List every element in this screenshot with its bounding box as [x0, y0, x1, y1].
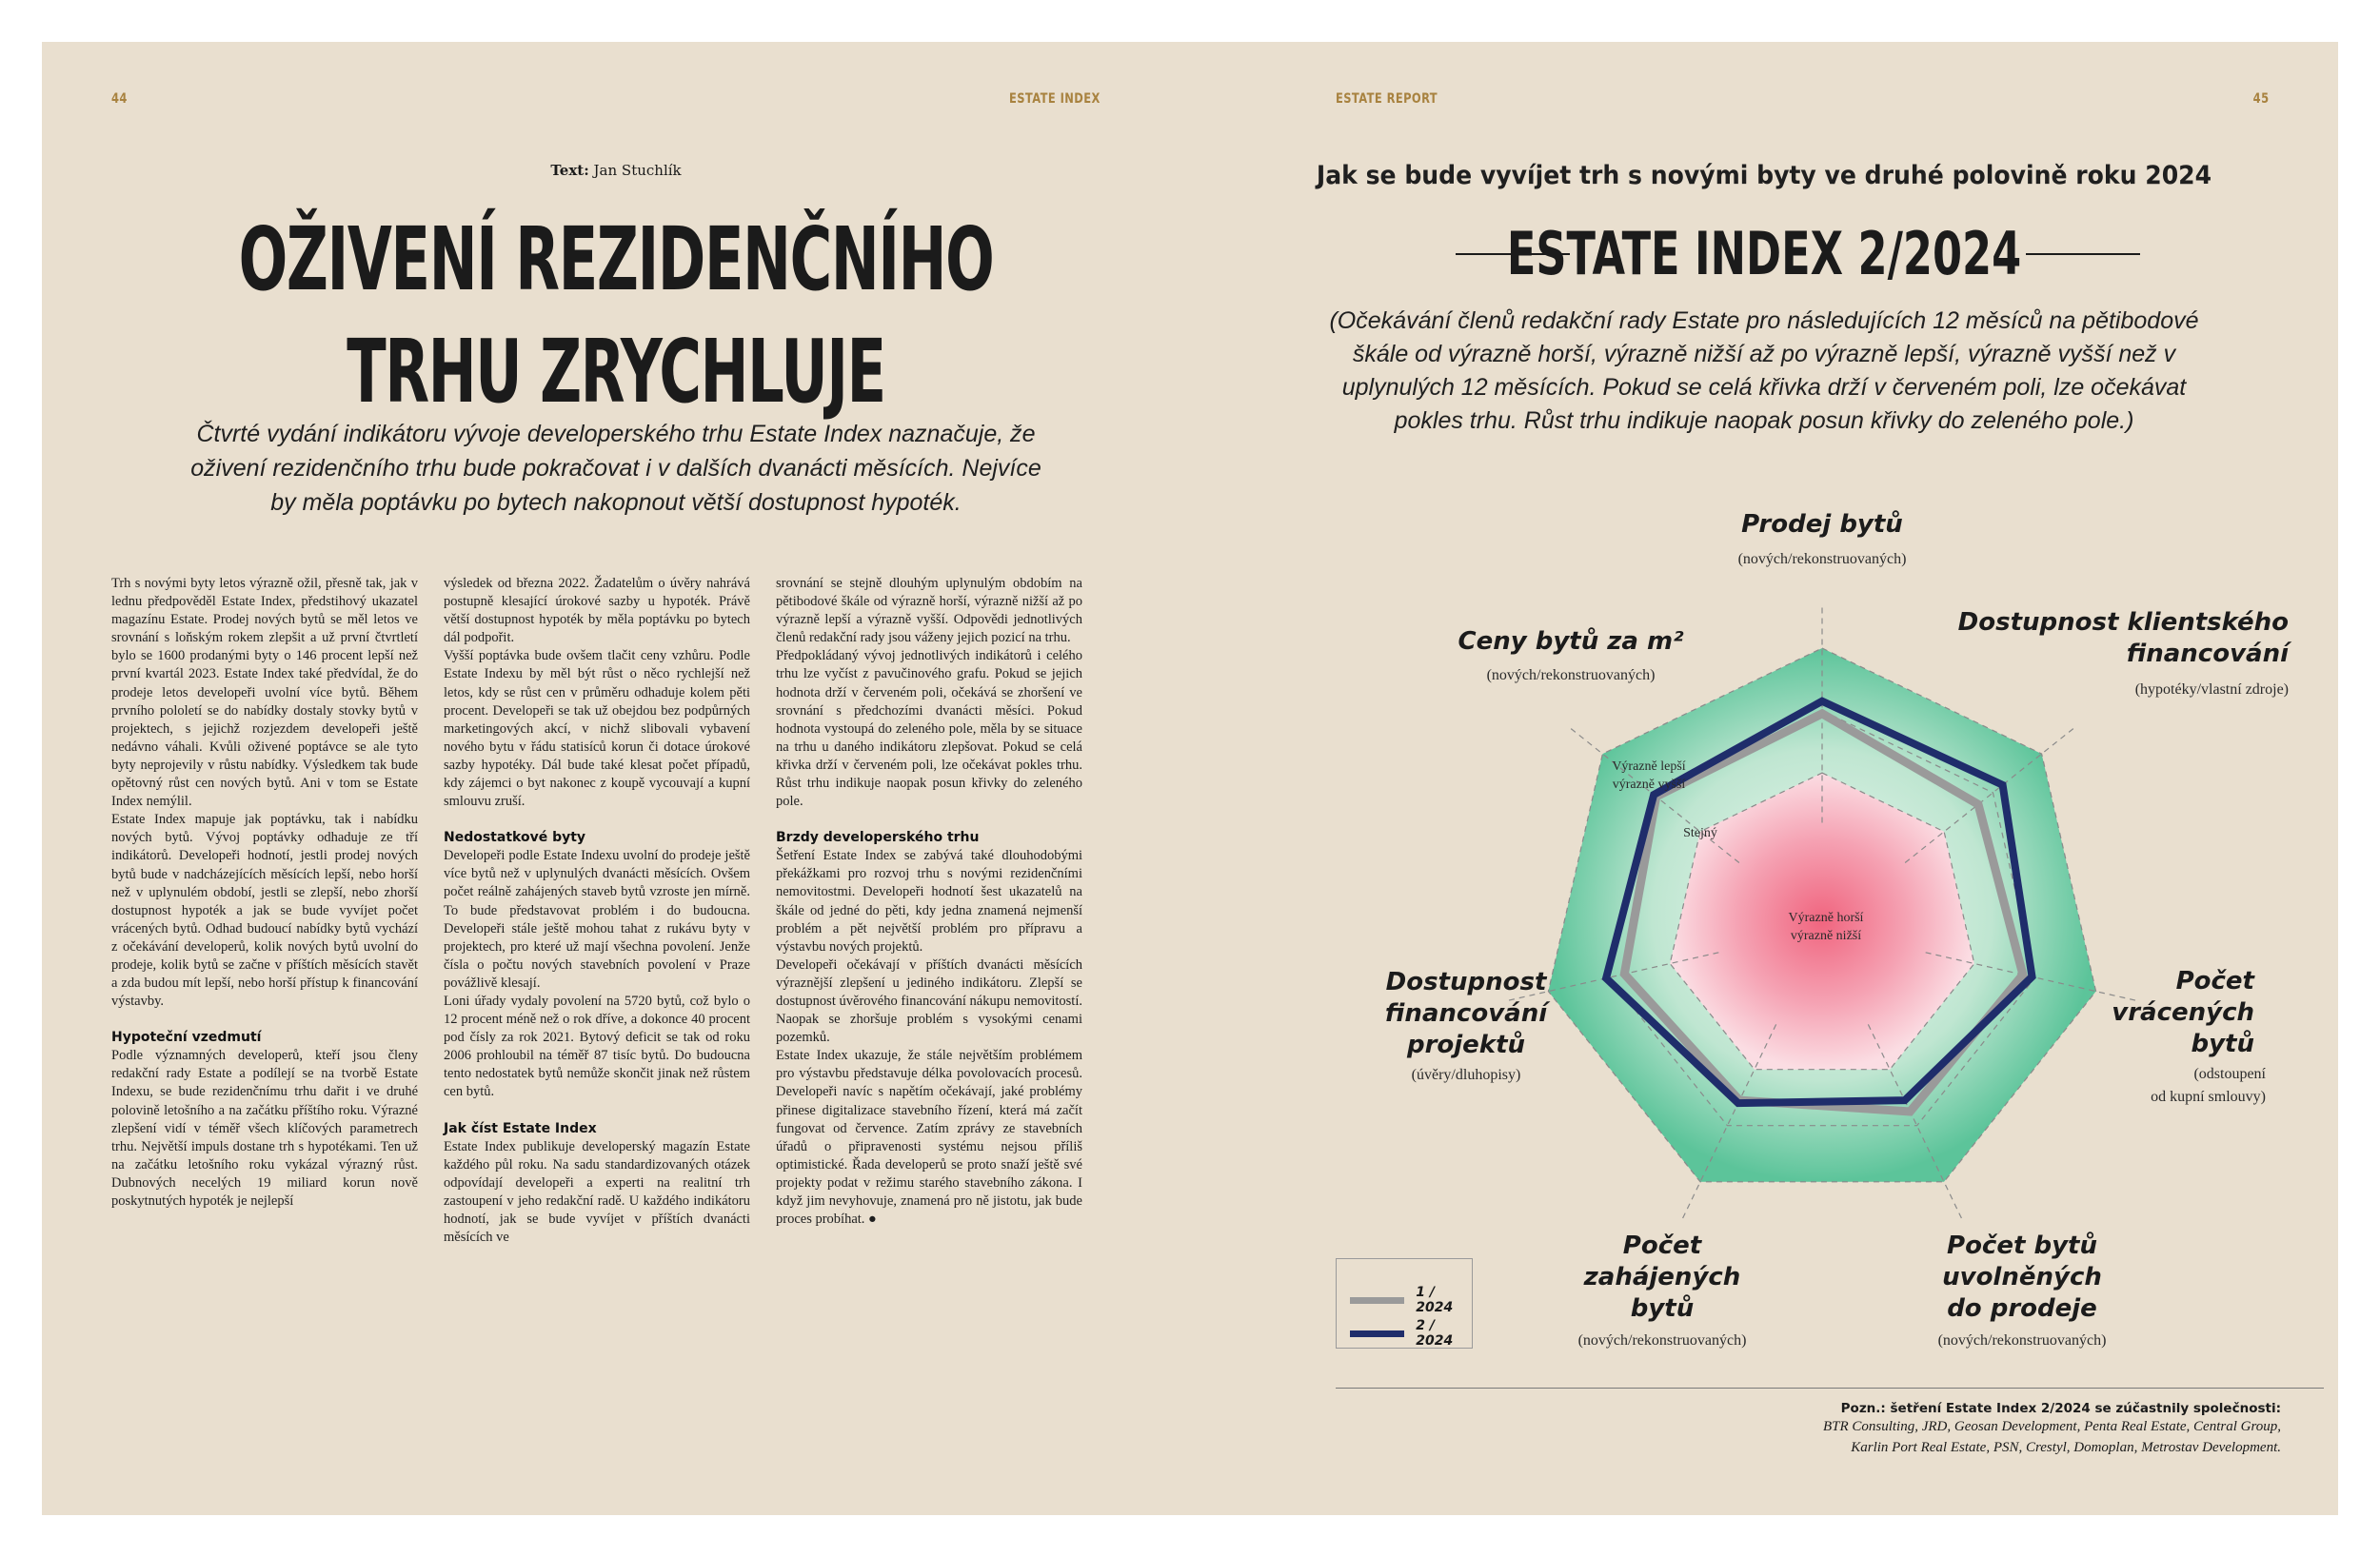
paragraph-text: Estate Index ukazuje, že stále největším problémem pro výstavbu představuje délka povolovacích procesů. Developeři navíc s napětím očekávají, jaké problémy přinese digitalizace stavebního řízení, která má začít fungovat od července. Zatím zprávy ze stavebních úřadů o připravenosti systému nejsou příliš optimistické. Řada developerů se proto snaží ještě své projekty podat v režimu starého stavebního zákona. I když jim nevyhovuje, znamená pro ně jistotu, jak bude proces probíhat.	[776, 1048, 1082, 1228]
axis-title: Počet	[2175, 967, 2254, 995]
footnote-rule	[1336, 1388, 2324, 1389]
axis-title: bytů	[1630, 1294, 1695, 1323]
legend-swatch	[1350, 1330, 1404, 1337]
legend-label: 2 / 2024	[1416, 1318, 1454, 1349]
paragraph: srovnání se stejně dlouhým uplynulým obdobím na pětibodové škále od výrazně horší, výrazně nižší až po výrazně lepší a výrazně vyšší. Odpovědi jednotlivých členů redakční rady jsou váženy jejich pozicí na trhu.	[776, 576, 1082, 646]
axis-subtitle: (nových/rekonstruovaných)	[1577, 1332, 1747, 1349]
axis-title: projektů	[1406, 1031, 1526, 1059]
paragraph: Estate Index publikuje developerský magazín Estate každého půl roku. Na sadu standardizovaných otázek odpovídají developeři a experti na realitní trh zastoupení v jeho redakční radě. U každého indikátoru hodnotí, jak se bude vyvíjet v příštích dvanácti měsících ve	[444, 1138, 750, 1245]
legend-swatch	[1350, 1297, 1404, 1304]
index-title: ESTATE INDEX 2/2024	[1506, 219, 2022, 288]
paragraph: Trh s novými byty letos výrazně ožil, přesně tak, jak v lednu předpověděl Estate Index, předstihový ukazatel magazínu Estate. Prodej nových bytů se měl letos ve srovnání s loňským rokem zlepšit a už první čtvrtletí bylo se 1600 prodanými byty o 146 procent lepší než první kvartál 2023. Estate Index také předvídal, že do prodeje letos developeři uvolní více bytů. Během prvního pololetí se do nabídky dostaly stovky bytů v projektech, s jejichž rozjezdem developeři ještě nedávno váhali. Kvůli oživené poptávce se ale tyto byty neprojevily v růstu nabídky. Výsledkem tak bude opětovný růst cen nových bytů. Ani v tom se Estate Index nemýlil.	[111, 576, 418, 810]
paragraph: Loni úřady vydaly povolení na 5720 bytů, což bylo o 12 procent méně než o rok dříve, a dokonce 40 procent pod čísly za rok 2021. Bytový deficit se tak od roku 2006 prohloubil na téměř 87 tisíc bytů. Do budoucna tento nedostatek bytů nemůže skončit jinak než růstem cen bytů.	[444, 993, 750, 1100]
axis-title: Prodej bytů	[1741, 510, 1903, 539]
running-header: ESTATE INDEX	[1009, 91, 1101, 107]
subheading: Brzdy developerského trhu	[776, 830, 980, 846]
scale-label-middle: Stejný	[1683, 826, 1717, 840]
left-page	[42, 42, 1190, 1515]
paragraph: Šetření Estate Index se zabývá také dlouhodobými překážkami pro rozvoj trhu s novými rezidenčními nemovitostmi. Developeři hodnotí šest ukazatelů na škále od jedné do pěti, kdy jedna znamená nejmenší problém a pět největší problém pro přípravu a výstavbu nových projektů.	[776, 848, 1082, 955]
chart-legend	[1336, 1258, 1473, 1349]
axis-title: bytů	[2191, 1030, 2254, 1058]
paragraph: Podle významných developerů, kteří jsou členy redakční rady Estate a podílejí se na tvorbě Estate Indexu, se bude rezidenčnímu trhu dařit i ve druhé polovině letošního a na začátku příštího roku. Výrazné zlepšení vidí v téměř všech klíčových parametrech trhu. Největší impuls dostane trh s hypotékami. Ten už na začátku letošního roku vykázal výrazný růst. Dubnových necelých 19 miliard korun nově poskytnutých hypoték je nejlepší	[111, 1048, 418, 1209]
legend-item	[1350, 1318, 1472, 1349]
headline-line-2: TRHU ZRYCHLUJE	[347, 321, 885, 423]
paragraph: Developeři podle Estate Indexu uvolní do prodeje ještě více bytů než v uplynulých dvanácti měsících. Ovšem počet reálně zahájených staveb bytů vzroste jen mírně. To bude představovat problém i do budoucna. Developeři stále ještě mohou tahat z rukávu byty v projektech, pro které už mají všechna povolení. Jenže čísla o počtu nových stavebních povolení v Praze povážlivě klesají.	[444, 848, 750, 991]
paragraph	[776, 1047, 1082, 1229]
subheading: Nedostatkové byty	[444, 830, 586, 846]
axis-title: zahájených	[1583, 1263, 1741, 1291]
headline-line-1: OŽIVENÍ REZIDENČNÍHO	[238, 208, 994, 310]
running-header: ESTATE REPORT	[1336, 91, 1438, 107]
paragraph: Předpokládaný vývoj jednotlivých indikátorů i celého trhu lze vyčíst z pavučinového grafu. Pokud se jejich hodnota drží v červeném poli, očekává se zhoršení ve srovnání s předchozími dvanácti měsíci. Pokud hodnota vystoupá do zeleného pole, měla by se situace na trhu u daného indikátoru zlepšovat. Pokud se celá křivka drží v červeném poli, lze očekávat pokles trhu. Růst trhu indikuje naopak posun křivky do zeleného pole.	[776, 648, 1082, 810]
end-mark-icon: ●	[868, 1212, 877, 1228]
footnote-companies: BTR Consulting, JRD, Geosan Development, Penta Real Estate, Central Group, Karlin Port Real Estate, PSN, Crestyl, Domoplan, Metrostav Development.	[1822, 1419, 2281, 1455]
chart-description: (Očekávání členů redakční rady Estate pro následujících 12 měsíců na pětibodové škále od výrazně horší, výrazně nižší až po výrazně lepší, výrazně vyšší než v uplynulých 12 měsících. Pokud se celá křivka drží v červeném poli, lze očekávat pokles trhu. Růst trhu indikuje naopak posun křivky do zeleného pole.)	[1329, 307, 2199, 434]
axis-subtitle: (nových/rekonstruovaných)	[1737, 551, 1907, 567]
axis-title: financování	[1384, 999, 1548, 1028]
axis-title: financování	[2126, 640, 2289, 668]
legend-label: 1 / 2024	[1416, 1285, 1454, 1315]
subheading: Hypoteční vzedmutí	[111, 1030, 262, 1046]
scale-label-inner: Výrazně horší	[1788, 911, 1864, 925]
axis-subtitle: (nových/rekonstruovaných)	[1486, 667, 1656, 683]
paragraph: Estate Index mapuje jak poptávku, tak i nabídku nových bytů. Vývoj poptávky odhaduje ze tří indikátorů. Developeři hodnotí, jestli prodej nových bytů bude v nadcházejících měsících lepší, nebo horší než v uplynulém období, jestli se zlepší, nebo zhorší dostupnost hypoték a jak se bude vyvíjet počet vrácených bytů. Odhad budoucí nabídky bytů vychází z očekávání developerů, kolik nových bytů uvolní do prodeje, kolik bytů se začne v příštích měsících stavět a zda budou mít lepší, nebo horší přístup k financování výstavby.	[111, 812, 418, 1010]
axis-subtitle: od kupní smlouvy)	[2151, 1089, 2266, 1105]
magazine-spread	[42, 42, 2338, 1515]
axis-subtitle: (nových/rekonstruovaných)	[1937, 1332, 2107, 1349]
subheading: Jak číst Estate Index	[444, 1120, 597, 1136]
axis-title: uvolněných	[1942, 1263, 2102, 1291]
axis-title: Počet bytů	[1947, 1232, 2097, 1260]
footnote	[1424, 1401, 2281, 1458]
axis-title: Dostupnost	[1385, 968, 1547, 996]
paragraph: Developeři očekávají v příštích dvanácti měsících výraznější zlepšení u jediného indikátoru. Zlepší se dostupnost úvěrového financování nákupu nemovitostí. Naopak se zhoršuje problém s vysokými cenami pozemků.	[776, 956, 1082, 1046]
paragraph: Vyšší poptávka bude ovšem tlačit ceny vzhůru. Podle Estate Indexu by měl být růst o něco rychlejší než letos, kdy se růst cen v průměru odhaduje kolem pěti procent. Developeři se tak už obejdou bez podpůrných marketingových akcí, v nichž slibovali vybavení nového bytu v řádu statisíců korun či dotace úrokové sazby hypotéky. Dál bude také klesat počet případů, kdy zájemci o byt nakonec z koupě vycouvají a kupní smlouvu zruší.	[444, 648, 750, 810]
footnote-label: Pozn.: šetření Estate Index 2/2024 se zúčastnily společnosti:	[1840, 1401, 2281, 1416]
axis-subtitle: (hypotéky/vlastní zdroje)	[2134, 681, 2289, 698]
chart-heading: Jak se bude vyvíjet trh s novými byty ve druhé polovině roku 2024	[1316, 161, 2212, 190]
scale-label-outer: Výrazně lepší	[1612, 759, 1686, 774]
page-number: 45	[2252, 91, 2269, 107]
scale-label-inner: výrazně nižší	[1790, 929, 1862, 943]
legend-item	[1350, 1285, 1472, 1315]
byline-label: Text:	[550, 162, 589, 179]
text-column-1	[111, 575, 418, 1211]
text-column-2	[444, 575, 750, 1247]
byline-author: Jan Stuchlík	[593, 162, 682, 179]
axis-title: Ceny bytů za m²	[1458, 627, 1684, 656]
axis-title: do prodeje	[1947, 1294, 2097, 1323]
axis-subtitle: (odstoupení	[2193, 1066, 2266, 1082]
axis-title: Dostupnost klientského	[1957, 608, 2289, 637]
axis-title: vrácených	[2112, 998, 2254, 1027]
text-column-3	[776, 575, 1082, 1229]
paragraph: výsledek od března 2022. Žadatelům o úvěry nahrává postupně klesající úrokové sazby u hypoték. Právě větší dostupnost hypoték by měla poptávku po bytech dál podpořit.	[444, 576, 750, 646]
scale-label-outer: výrazně vyšší	[1612, 778, 1686, 792]
page-number: 44	[111, 91, 128, 107]
axis-title: Počet	[1622, 1232, 1702, 1260]
headline	[42, 204, 1190, 428]
lede: Čtvrté vydání indikátoru vývoje developerského trhu Estate Index naznačuje, že oživení rezidenčního trhu bude pokračovat i v dalších dvanácti měsících. Nejvíce by měla poptávku po bytech nakopnout větší dostupnost hypoték.	[190, 421, 1041, 516]
byline	[42, 162, 1190, 179]
axis-subtitle: (úvěry/dluhopisy)	[1411, 1067, 1521, 1083]
